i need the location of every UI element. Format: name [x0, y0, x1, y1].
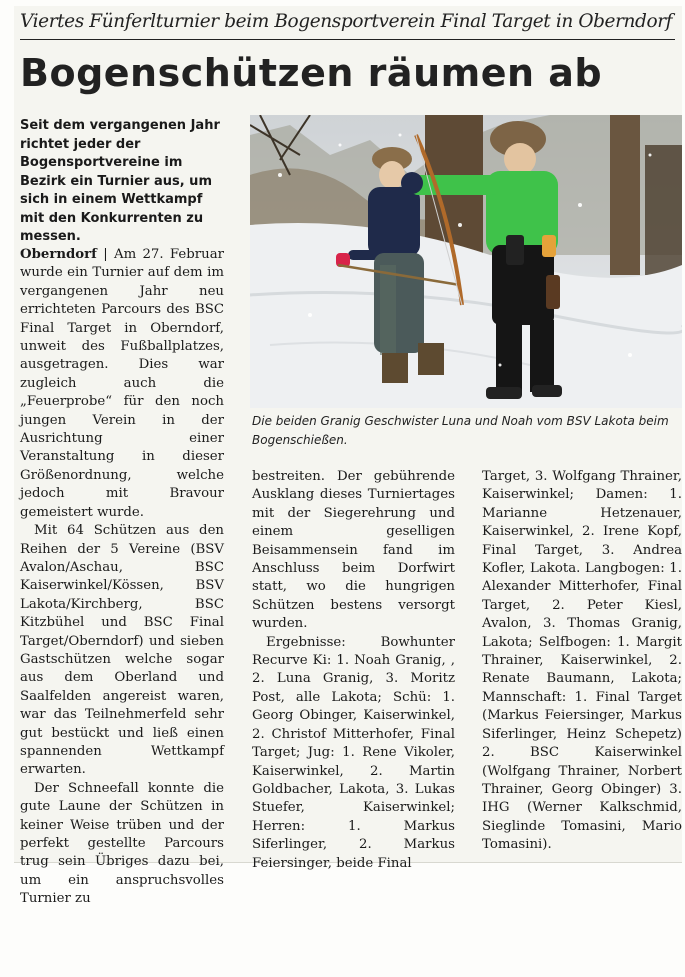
results-paragraph: Ergebnisse: Bowhunter Recurve Ki: 1. Noah Granig, , 2. Luna Granig, 3. Moritz Post, alle Lakota; Schü: 1. Georg Obinger, Kaiserwinkel, 2. Christof Mitterhofer, Final Target; Jug: 1. Rene Vikoler, Kaiserwinkel, 2. Martin Goldbacher, Lakota, 3. Lukas Stuefer, Kaiserwinkel; Herren: 1. Markus Siferlinger, 2. Markus Feiersinger, beide Final — [252, 634, 455, 871]
paragraph-text: | Am 27. Februar wurde ein Turnier auf dem im vergangenen Jahr neu errichteten Parcours des BSC Final Target in Oberndorf, unweit des Fußballplatzes, ausgetragen. Dies war zugleich auch die „Feuerprobe“ für den noch jungen Verein in der Ausrichtung einer Veranstaltung in dieser Größenordnung, welche jedoch mit Bravour gemeistert wurde. — [20, 247, 224, 520]
kicker-rule — [20, 39, 675, 40]
results-paragraph-continued: Target, 3. Wolfgang Thrainer, Kaiserwinkel; Damen: 1. Marianne Hetzenauer, Kaiserwinkel, 2. Irene Kopf, Final Target, 3. Andrea Kofler, Lakota. Langbogen: 1. Alexander Mitterhofer, Final Target, 2. Peter Kiesl, Avalon, 3. Thomas Granig, Lakota; Selfbogen: 1. Margit Thrainer, Kaiserwinkel, 2. Renate Baumann, Lakota; Mannschaft: 1. Final Target (Markus Feiersinger, Markus Siferlinger, Heinz Schepetz) 2. BSC Kaiserwinkel (Wolfgang Thrainer, Norbert Thrainer, Georg Obinger) 3. IHG (Werner Kalkschmid, Sieglinde Tomasini, Mario Tomasini). — [482, 469, 682, 853]
article-headline: Bogenschützen räumen ab — [20, 51, 603, 95]
article-column-3 — [482, 468, 682, 855]
article-photo — [250, 115, 682, 408]
article-column-1 — [20, 246, 224, 909]
article-kicker: Viertes Fünferlturnier beim Bogensportverein Final Target in Oberndorf — [20, 11, 673, 32]
paragraph: Mit 64 Schützen aus den Reihen der 5 Vereine (BSV Avalon/Aschau, BSC Kaiserwinkel/Kössen, BSV Lakota/Kirchberg, BSC Kitzbühel und BSC Final Target/Oberndorf) und sieben Gastschützen welche sogar aus dem Oberland und Saalfelden angereist waren, war das Teilnehmerfeld sehr gut bestückt und ließ einen spannenden Wettkampf erwarten. — [20, 523, 224, 778]
paragraph: bestreiten. Der gebührende Ausklang dieses Turniertages mit der Siegerehrung und einem geselligen Beisammensein fand im Anschluss beim Dorfwirt statt, wo die hungrigen Schützen bestens versorgt wurden. — [252, 469, 455, 632]
paragraph — [20, 246, 224, 522]
article-column-2 — [252, 468, 455, 873]
paragraph: Der Schneefall konnte die gute Laune der Schützen in keiner Weise trüben und der perfekt gestellte Parcours trug sein Übriges dazu bei, um ein anspruchsvolles Turnier zu — [20, 780, 224, 907]
photo-caption: Die beiden Granig Geschwister Luna und Noah vom BSV Lakota beim Bogenschießen. — [252, 414, 669, 447]
dateline: Oberndorf — [20, 247, 97, 262]
article-lead: Seit dem vergangenen Jahr richtet jeder der Bogensportvereine im Bezirk ein Turnier aus, um sich in einem Wettkampf mit den Konkurrenten zu messen. — [20, 118, 220, 244]
